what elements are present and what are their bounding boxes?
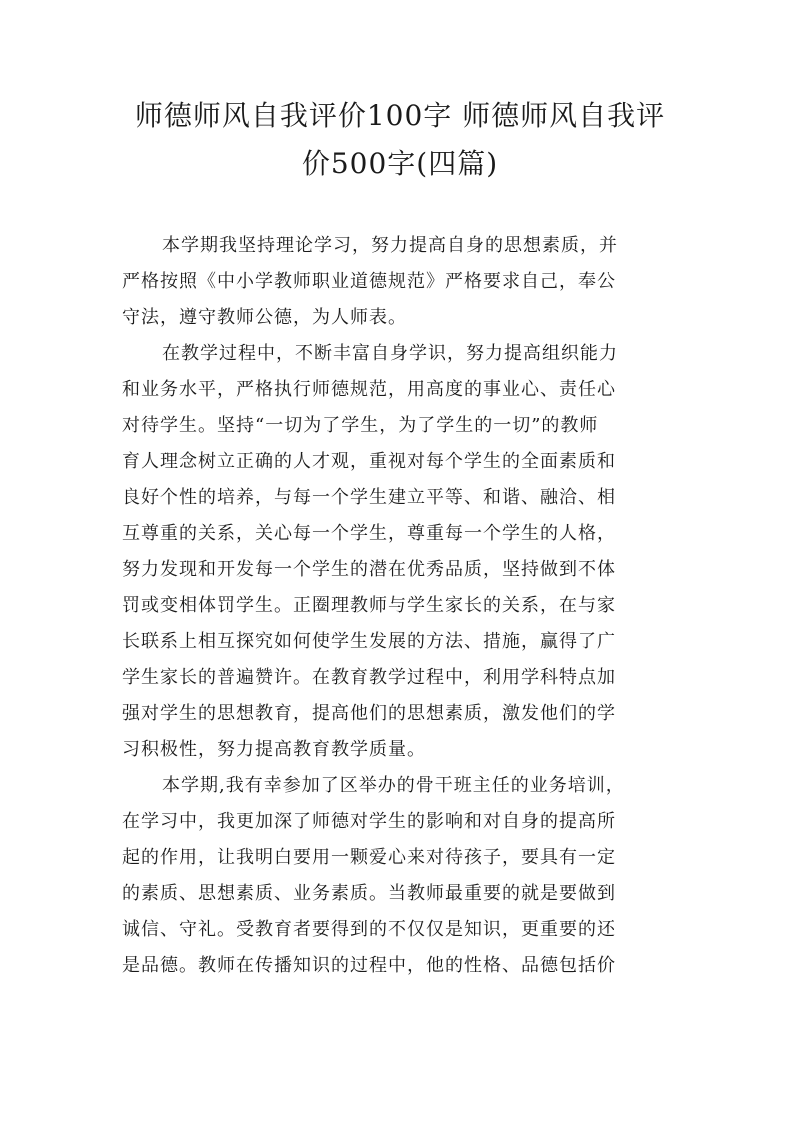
text-line: 育人理念树立正确的人才观，重视对每个学生的全面素质和 bbox=[122, 451, 616, 472]
text-line: 强对学生的思想教育，提高他们的思想素质，激发他们的学 bbox=[122, 703, 616, 724]
paragraph bbox=[122, 768, 682, 984]
document-body bbox=[122, 228, 682, 984]
text-line: 和业务水平，严格执行师德规范，用高度的事业心、责任心 bbox=[122, 379, 616, 400]
text-line: 的素质、思想素质、业务素质。当教师最重要的就是要做到 bbox=[122, 883, 616, 904]
paragraph bbox=[122, 228, 682, 336]
title-line: 师德师风自我评价100字 师德师风自我评 bbox=[134, 99, 666, 132]
text-line: 努力发现和开发每一个学生的潜在优秀品质，坚持做到不体 bbox=[122, 559, 616, 580]
text-line: 在学习中，我更加深了师德对学生的影响和对自身的提高所 bbox=[122, 811, 616, 832]
text-line: 长联系上相互探究如何使学生发展的方法、措施，赢得了广 bbox=[122, 631, 616, 652]
text-line: 本学期我坚持理论学习，努力提高自身的思想素质，并 bbox=[162, 235, 618, 256]
text-line: 起的作用，让我明白要用一颗爱心来对待孩子，要具有一定 bbox=[122, 847, 616, 868]
text-line: 习积极性，努力提高教育教学质量。 bbox=[122, 739, 426, 760]
paragraph bbox=[122, 336, 682, 768]
text-line: 良好个性的培养，与每一个学生建立平等、和谐、融洽、相 bbox=[122, 487, 616, 508]
text-line: 守法，遵守教师公德，为人师表。 bbox=[122, 307, 407, 328]
text-line: 诚信、守礼。受教育者要得到的不仅仅是知识，更重要的还 bbox=[122, 919, 616, 940]
text-line: 学生家长的普遍赞许。在教育教学过程中，利用学科特点加 bbox=[122, 667, 616, 688]
document-title bbox=[110, 92, 690, 188]
text-line: 互尊重的关系，关心每一个学生，尊重每一个学生的人格， bbox=[122, 523, 616, 544]
text-line: 严格按照《中小学教师职业道德规范》严格要求自己，奉公 bbox=[122, 271, 616, 292]
title-line: 价500字(四篇) bbox=[301, 147, 499, 180]
text-line: 本学期,我有幸参加了区举办的骨干班主任的业务培训， bbox=[162, 775, 625, 796]
text-line: 是品德。教师在传播知识的过程中，他的性格、品德包括价 bbox=[122, 955, 616, 976]
text-line: 在教学过程中，不断丰富自身学识，努力提高组织能力 bbox=[162, 343, 618, 364]
text-line: 罚或变相体罚学生。正圈理教师与学生家长的关系，在与家 bbox=[122, 595, 616, 616]
text-line: 对待学生。坚持“一切为了学生，为了学生的一切”的教师 bbox=[122, 415, 599, 436]
